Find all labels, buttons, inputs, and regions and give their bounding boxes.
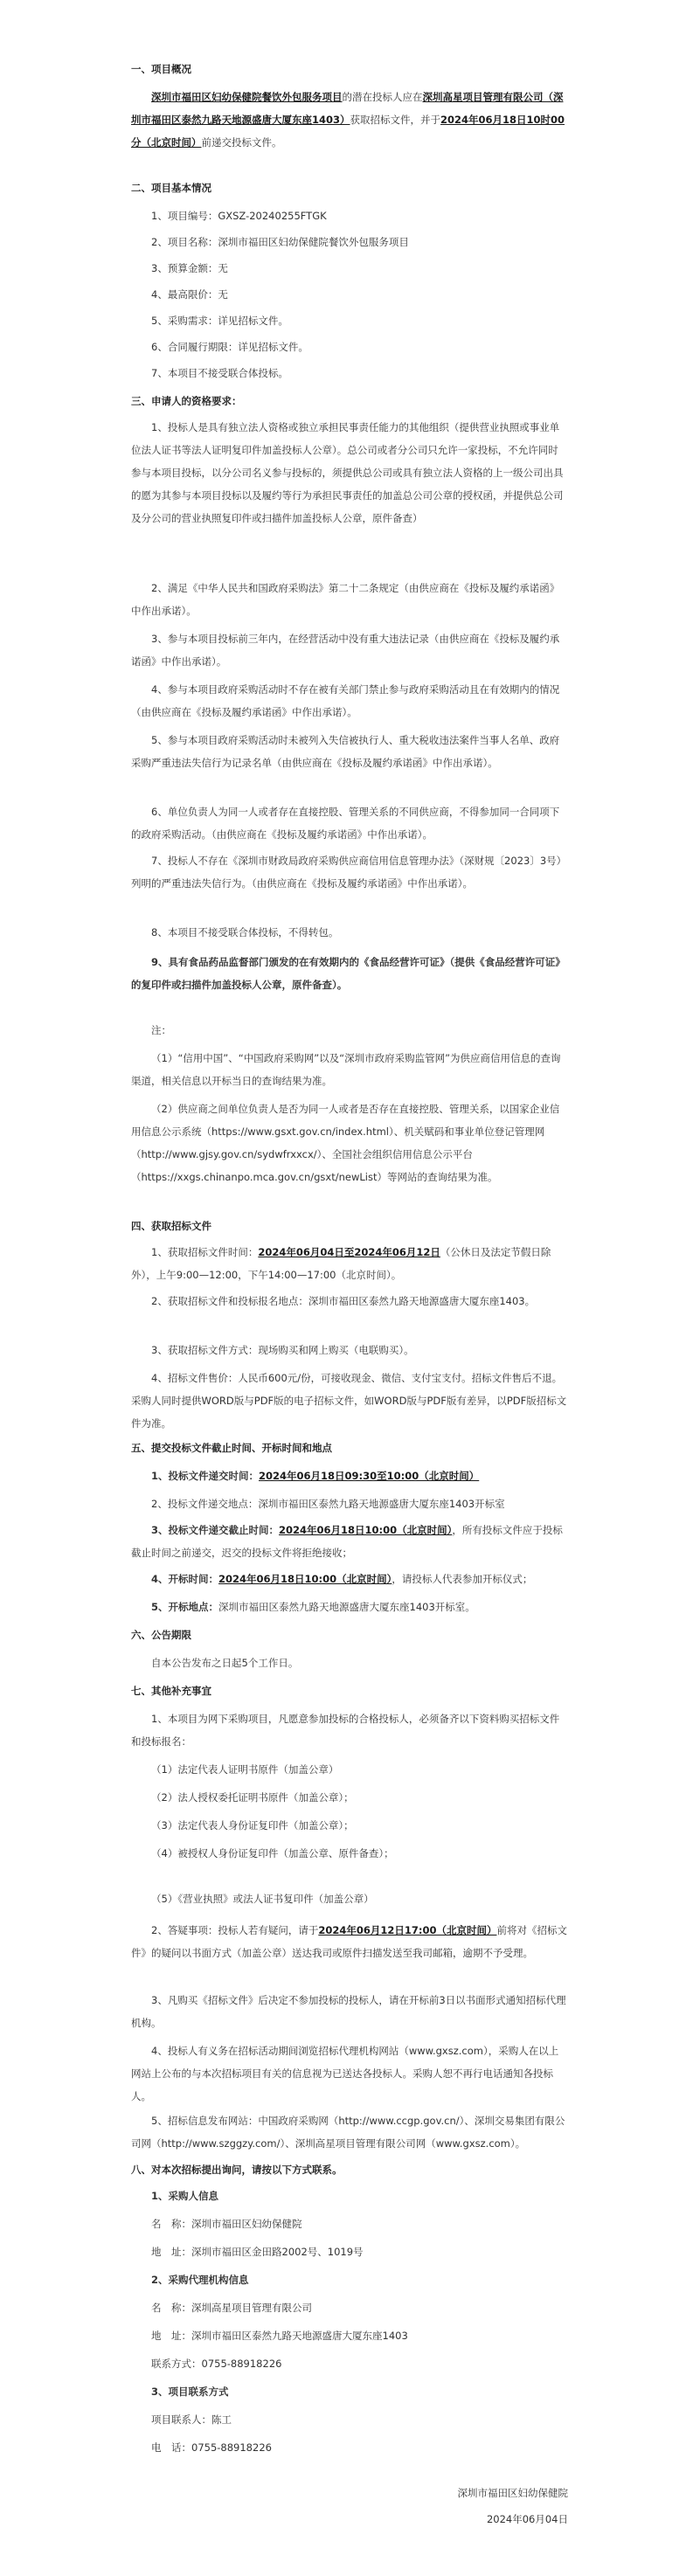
basic-item-4: 4、最高限价：无 — [151, 288, 228, 301]
website-notice: 4、投标人有义务在招标活动期间浏览招标代理机构网站（www.gxsz.com），采购人在以上网站上公布的与本次招标项目有关的信息视为已送达各投标人。采购人恕不再行电话通知各投标人。 — [131, 2045, 559, 2102]
opening-time: 4、开标时间：2024年06月18日10:00（北京时间），请投标人代表参加开标仪式； — [151, 1573, 533, 1585]
submit-deadline-time: 2024年06月18日10:00（北京时间） — [279, 1524, 453, 1536]
purchaser-name: 名 称：深圳市福田区妇幼保健院 — [151, 2218, 302, 2230]
qa-paragraph: 2、答疑事项：投标人若有疑问，请于2024年06月12日17:00（北京时间）前将对《招标文件》的疑问以书面方式（加盖公章）送达我司或原件扫描发送至我司邮箱，逾期不予受理。 — [131, 1924, 567, 1959]
other-intro: 1、本项目为网下采购项目，凡愿意参加投标的合格投标人，必须备齐以下资料购买招标文件和投标报名： — [131, 1713, 560, 1748]
submit-place: 2、投标文件递交地点：深圳市福田区泰然九路天地源盛唐大厦东座1403开标室 — [151, 1498, 505, 1510]
basic-item-3: 3、预算金额：无 — [151, 262, 228, 274]
section-2-heading: 二、项目基本情况 — [131, 182, 211, 194]
qualification-item-8: 8、本项目不接受联合体投标，不得转包。 — [151, 926, 339, 938]
basic-item-7: 7、本项目不接受联合体投标。 — [151, 367, 288, 379]
agent-phone: 联系方式：0755-88918226 — [151, 2358, 282, 2370]
signature-org: 深圳市福田区妇幼保健院 — [457, 2487, 568, 2499]
qualification-item-6: 6、单位负责人为同一人或者存在直接控股、管理关系的不同供应商，不得参加同一合同项下的政府采购活动。（由供应商在《投标及履约承诺函》中作出承诺）。 — [131, 806, 560, 841]
qualification-item-3: 3、参与本项目投标前三年内，在经营活动中没有重大违法记录（由供应商在《投标及履约承诺函》中作出承诺）。 — [131, 633, 560, 668]
opening-time-value: 2024年06月18日10:00（北京时间） — [218, 1573, 392, 1585]
opening-place: 5、开标地点：深圳市福田区泰然九路天地源盛唐大厦东座1403开标室。 — [151, 1601, 475, 1613]
withdraw-notice: 3、凡购买《招标文件》后决定不参加投标的投标人，请在开标前3日以书面形式通知招标代理机构。 — [131, 1994, 566, 2029]
project-contact-phone: 电 话：0755-88918226 — [151, 2441, 272, 2454]
section-7-heading: 七、其他补充事宜 — [131, 1685, 211, 1697]
obtain-time: 1、获取招标文件时间：2024年06月04日至2024年06月12日（公休日及法定节假日除外），上午9:00—12:00，下午14:00—17:00（北京时间）。 — [131, 1246, 551, 1281]
overview-paragraph: 深圳市福田区妇幼保健院餐饮外包服务项目的潜在投标人应在深圳高星项目管理有限公司（深圳市福田区泰然九路天地源盛唐大厦东座1403）获取招标文件，并于2024年06月18日10时00分（北京时间）前递交投标文件。 — [131, 91, 565, 149]
section-4-heading: 四、获取招标文件 — [131, 1220, 211, 1232]
period-text: 自本公告发布之日起5个工作日。 — [151, 1657, 299, 1669]
basic-item-1: 1、项目编号：GXSZ-20240255FTGK — [151, 210, 327, 222]
purchaser-heading: 1、采购人信息 — [151, 2190, 219, 2202]
section-8-heading: 八、对本次招标提出询问，请按以下方式联系。 — [131, 2164, 343, 2176]
required-doc-2: （2）法人授权委托证明书原件（加盖公章）； — [151, 1791, 354, 1804]
qualification-item-1: 1、投标人是具有独立法人资格或独立承担民事责任能力的其他组织（提供营业执照或事业单位法人证书等法人证明复印件加盖投标人公章）。总公司或者分公司只允许一家投标，不允许同时参与本项目投标，以分公司名义参与投标的，须提供总公司或具有独立法人资格的上一级公司出具的愿为其参与本项目投标以及履约等行为承担民事责任的加盖总公司公章的授权函，并提供总公司及分公司的营业执照复印件或扫描件加盖投标人公章，原件备查） — [131, 421, 564, 524]
note-1: （1）“信用中国”、“中国政府采购网”以及“深圳市政府采购监管网”为供应商信用信息的查询渠道，相关信息以开标当日的查询结果为准。 — [131, 1052, 561, 1087]
project-contact-person: 项目联系人：陈工 — [151, 2413, 232, 2426]
qualification-item-9: 9、具有食品药品监督部门颁发的在有效期内的《食品经营许可证》（提供《食品经营许可证》的复印件或扫描件加盖投标人公章，原件备查）。 — [131, 956, 565, 991]
project-name: 深圳市福田区妇幼保健院餐饮外包服务项目 — [151, 91, 343, 103]
submission-deadline: 2024年06月18日10时00分（北京时间） — [131, 114, 565, 149]
section-3-heading: 三、申请人的资格要求： — [131, 395, 242, 407]
purchaser-address: 地 址：深圳市福田区金田路2002号、1019号 — [151, 2246, 364, 2258]
submit-time: 1、投标文件递交时间：2024年06月18日09:30至10:00（北京时间） — [151, 1470, 480, 1482]
submit-period: 2024年06月18日09:30至10:00（北京时间） — [259, 1470, 480, 1482]
qa-deadline: 2024年06月12日17:00（北京时间） — [318, 1924, 497, 1936]
basic-item-2: 2、项目名称：深圳市福田区妇幼保健院餐饮外包服务项目 — [151, 236, 409, 248]
section-5-heading: 五、提交投标文件截止时间、开标时间和地点 — [131, 1442, 332, 1454]
obtain-price: 4、招标文件售价：人民币600元/份，可接收现金、微信、支付宝支付。招标文件售后不退。采购人同时提供WORD版与PDF版的电子招标文件，如WORD版与PDF版有差异，以PDF版招标文件为准。 — [131, 1372, 567, 1430]
section-1-heading: 一、项目概况 — [131, 63, 191, 75]
qualification-item-2: 2、满足《中华人民共和国政府采购法》第二十二条规定（由供应商在《投标及履约承诺函》中作出承诺）。 — [131, 582, 560, 617]
basic-item-5: 5、采购需求：详见招标文件。 — [151, 315, 288, 327]
note-2: （2）供应商之间单位负责人是否为同一人或者是否存在直接控股、管理关系，以国家企业信用信息公示系统（https://www.gsxt.gov.cn/index.html）、机关赋码和事业单位登记管理网（http://www.gjsy.gov.cn/sydwfrxxcx/）、全国社会组织信用信息公示平台（https://xxgs.chinanpo.mca.gov.cn/gsxt/newList）等网站的查询结果为准。 — [131, 1103, 560, 1183]
signature-date: 2024年06月04日 — [486, 2513, 568, 2525]
required-doc-3: （3）法定代表人身份证复印件（加盖公章）； — [151, 1819, 354, 1832]
obtain-method: 3、获取招标文件方式：现场购买和网上购买（电联购买）。 — [151, 1344, 414, 1356]
required-doc-1: （1）法定代表人证明书原件（加盖公章） — [151, 1763, 339, 1776]
basic-item-6: 6、合同履行期限：详见招标文件。 — [151, 341, 308, 353]
required-doc-5: （5）《营业执照》或法人证书复印件（加盖公章） — [151, 1893, 374, 1905]
project-contact-heading: 3、项目联系方式 — [151, 2386, 229, 2398]
required-doc-4: （4）被授权人身份证复印件（加盖公章、原件备查）； — [151, 1847, 394, 1859]
qualification-item-4: 4、参与本项目政府采购活动时不存在被有关部门禁止参与政府采购活动且在有效期内的情况（由供应商在《投标及履约承诺函》中作出承诺）。 — [131, 683, 560, 718]
note-label: 注： — [151, 1024, 171, 1036]
obtain-place: 2、获取招标文件和投标报名地点：深圳市福田区泰然九路天地源盛唐大厦东座1403。 — [151, 1295, 536, 1307]
bid-document-location: 深圳高星项目管理有限公司（深圳市福田区泰然九路天地源盛唐大厦东座1403） — [131, 91, 564, 126]
agent-name: 名 称：深圳高星项目管理有限公司 — [151, 2302, 312, 2314]
publish-websites: 5、招标信息发布网站：中国政府采购网（http://www.ccgp.gov.cn/）、深圳交易集团有限公司网（http://www.szggzy.com/）、深圳高星项目管理有限公司网（www.gxsz.com）。 — [131, 2115, 565, 2150]
qualification-item-7: 7、投标人不存在《深圳市财政局政府采购供应商信用信息管理办法》（深财规〔2023〕3号）列明的严重违法失信行为。（由供应商在《投标及履约承诺函》中作出承诺）。 — [131, 855, 567, 890]
section-6-heading: 六、公告期限 — [131, 1629, 191, 1641]
qualification-item-5: 5、参与本项目政府采购活动时未被列入失信被执行人、重大税收违法案件当事人名单、政府采购严重违法失信行为记录名单（由供应商在《投标及履约承诺函》中作出承诺）。 — [131, 734, 560, 769]
agent-address: 地 址：深圳市福田区泰然九路天地源盛唐大厦东座1403 — [151, 2330, 408, 2342]
submit-deadline: 3、投标文件递交截止时间：2024年06月18日10:00（北京时间），所有投标文件应于投标截止时间之前递交，迟交的投标文件将拒绝接收； — [131, 1524, 563, 1559]
agent-heading: 2、采购代理机构信息 — [151, 2274, 249, 2286]
obtain-period: 2024年06月04日至2024年06月12日 — [258, 1246, 440, 1258]
